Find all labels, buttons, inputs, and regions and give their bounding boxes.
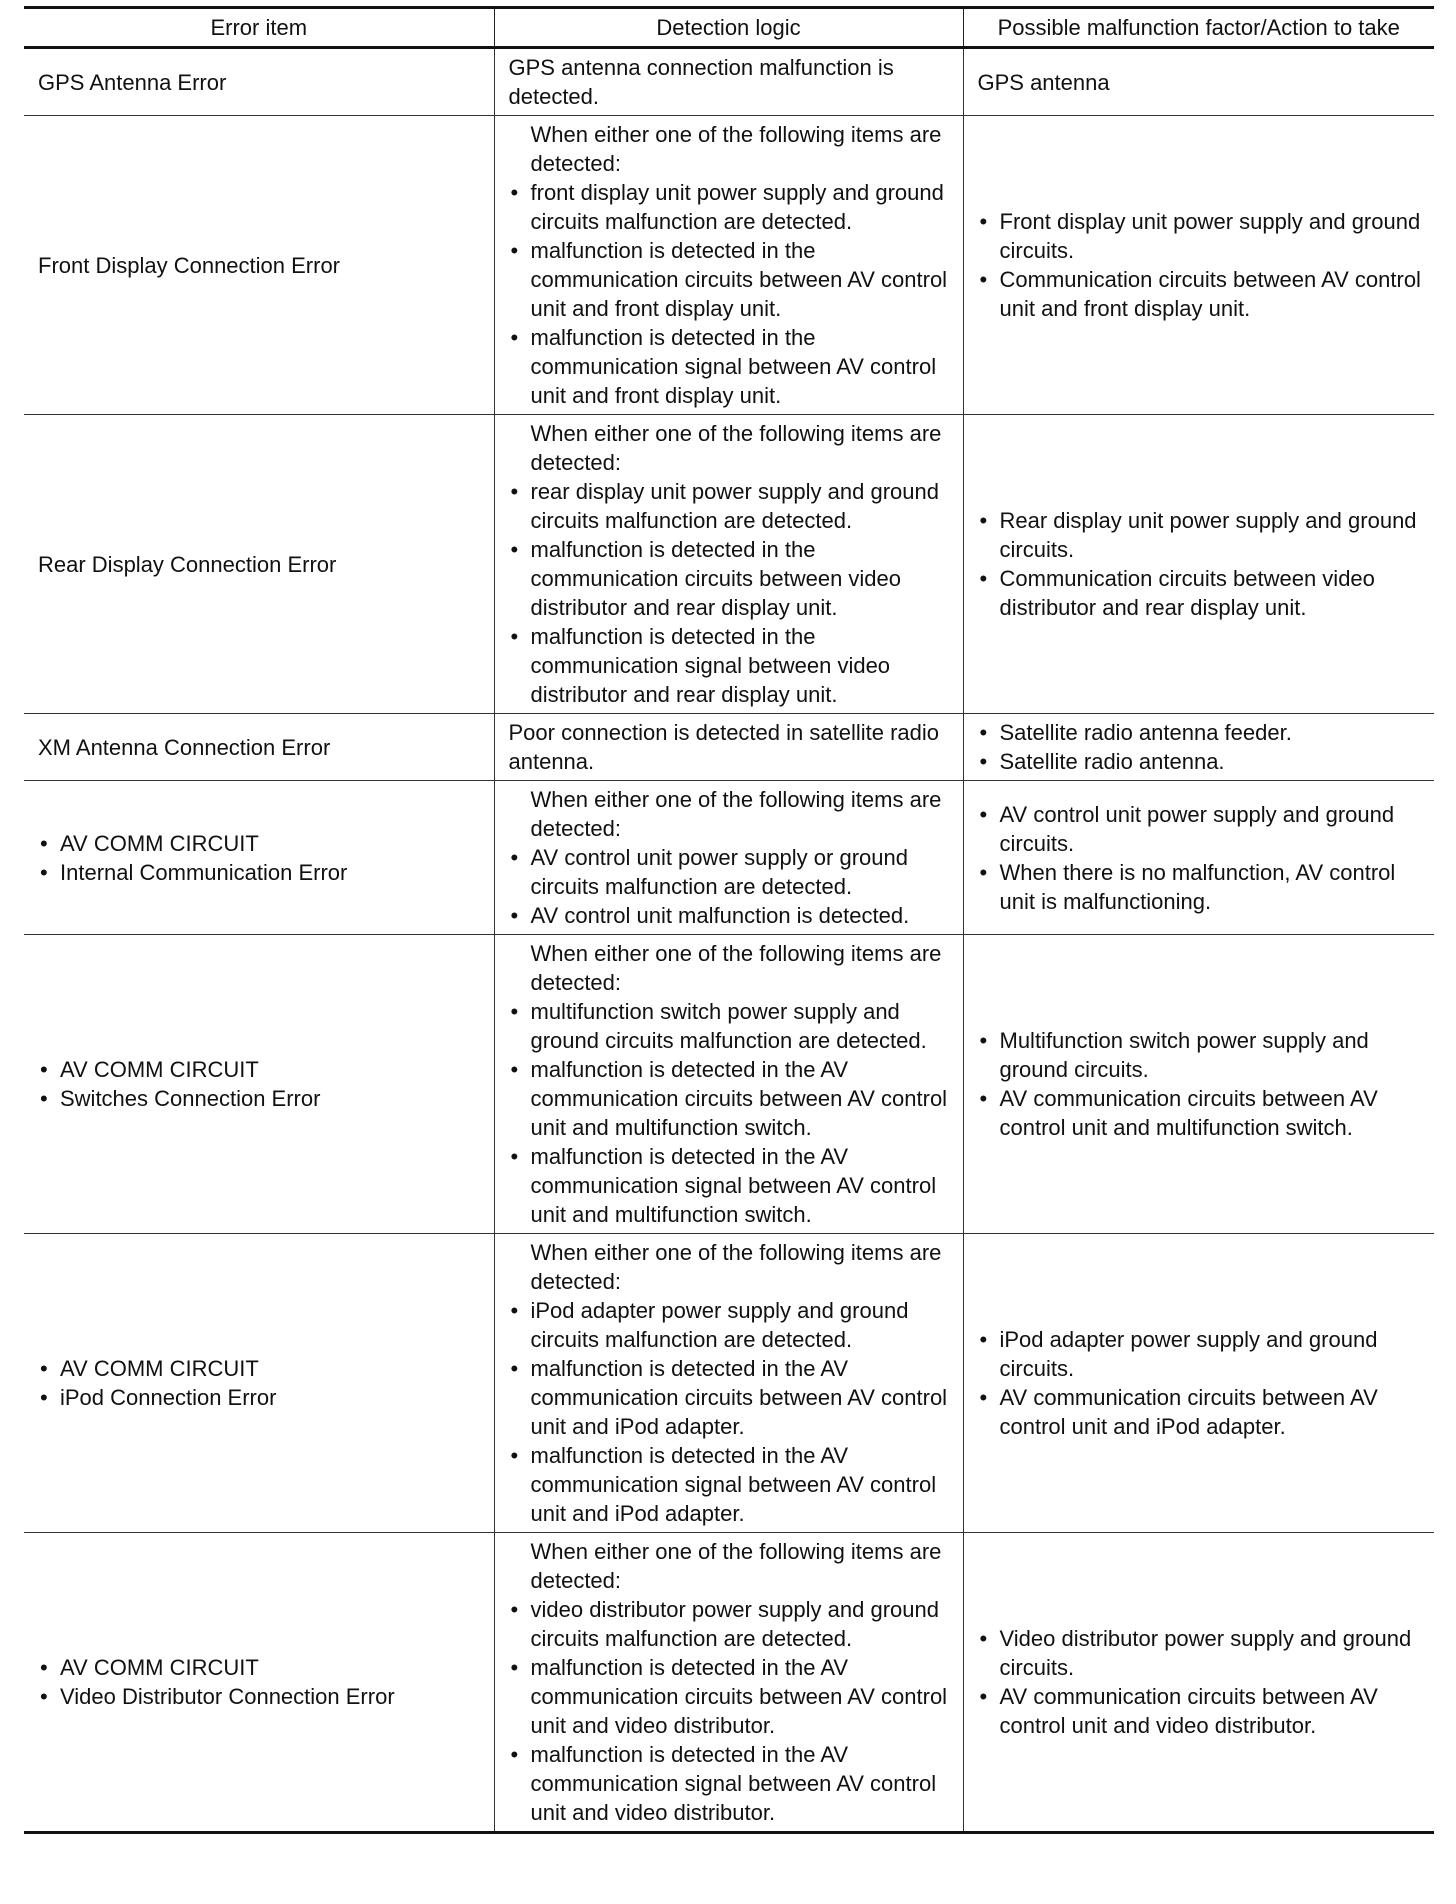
detection-logic-cell [494, 935, 963, 1234]
error-item-bullet: • iPod Connection Error [38, 1383, 484, 1412]
error-item-cell [24, 415, 494, 714]
action-cell [963, 1234, 1434, 1533]
table-row [24, 714, 1434, 781]
detection-logic-item: • malfunction is detected in the communication circuits between video distributor and rear display unit. [509, 535, 953, 622]
error-item-cell [24, 781, 494, 935]
error-item-cell [24, 714, 494, 781]
error-item-text: Front Display Connection Error [38, 252, 341, 278]
detection-logic-item: • malfunction is detected in the AV communication circuits between AV control unit and video distributor. [509, 1653, 953, 1740]
action-list [978, 506, 1425, 622]
detection-logic-item: • malfunction is detected in the communication signal between AV control unit and front display unit. [509, 323, 953, 410]
detection-logic-item: • malfunction is detected in the AV communication circuits between AV control unit and iPod adapter. [509, 1354, 953, 1441]
error-item-cell [24, 48, 494, 116]
error-item-text: XM Antenna Connection Error [38, 734, 331, 760]
action-list [978, 1624, 1425, 1740]
error-item-list [38, 1055, 484, 1113]
table-body [24, 48, 1434, 1833]
table-header [24, 8, 1434, 48]
detection-logic-intro: GPS antenna connection malfunction is detected. [508, 55, 894, 109]
detection-logic-item: • malfunction is detected in the communication signal between video distributor and rear display unit. [509, 622, 953, 709]
detection-logic-item: • iPod adapter power supply and ground circuits malfunction are detected. [509, 1296, 953, 1354]
action-cell [963, 116, 1434, 415]
table-row [24, 1533, 1434, 1833]
detection-logic-list [509, 997, 953, 1229]
detection-logic-cell [494, 415, 963, 714]
action-text: GPS antenna [977, 69, 1110, 95]
detection-logic-cell [494, 1234, 963, 1533]
error-item-bullet: • Internal Communication Error [38, 858, 484, 887]
action-list [978, 1026, 1425, 1142]
detection-logic-item: • AV control unit malfunction is detected. [509, 901, 953, 930]
detection-logic-item: • front display unit power supply and ground circuits malfunction are detected. [509, 178, 953, 236]
header-row [24, 8, 1434, 48]
detection-logic-list [509, 843, 953, 930]
error-item-cell [24, 116, 494, 415]
action-item: • Satellite radio antenna feeder. [978, 718, 1425, 747]
detection-logic-cell [494, 781, 963, 935]
table-row [24, 781, 1434, 935]
detection-logic-cell [494, 1533, 963, 1833]
detection-logic-intro: When either one of the following items are detected: [530, 787, 942, 841]
action-item: • Communication circuits between video distributor and rear display unit. [978, 564, 1425, 622]
detection-logic-list [509, 178, 953, 410]
table-row [24, 935, 1434, 1234]
action-cell [963, 935, 1434, 1234]
action-cell [963, 48, 1434, 116]
action-item: • When there is no malfunction, AV control unit is malfunctioning. [978, 858, 1425, 916]
action-item: • AV communication circuits between AV control unit and video distributor. [978, 1682, 1425, 1740]
error-item-text: GPS Antenna Error [38, 69, 227, 95]
detection-logic-cell [494, 116, 963, 415]
error-item-cell [24, 935, 494, 1234]
action-list [978, 800, 1425, 916]
detection-logic-item: • multifunction switch power supply and ground circuits malfunction are detected. [509, 997, 953, 1055]
action-item: • iPod adapter power supply and ground circuits. [978, 1325, 1425, 1383]
table-row [24, 48, 1434, 116]
detection-logic-cell [494, 48, 963, 116]
error-item-list [38, 1354, 484, 1412]
error-item-bullet: • AV COMM CIRCUIT [38, 1653, 484, 1682]
action-item: • AV control unit power supply and ground circuits. [978, 800, 1425, 858]
detection-logic-list [509, 1296, 953, 1528]
detection-logic-item: • malfunction is detected in the communication circuits between AV control unit and front display unit. [509, 236, 953, 323]
action-item: • Multifunction switch power supply and ground circuits. [978, 1026, 1425, 1084]
detection-logic-item: • rear display unit power supply and ground circuits malfunction are detected. [509, 477, 953, 535]
detection-logic-intro: Poor connection is detected in satellite radio antenna. [508, 720, 939, 774]
table-row [24, 1234, 1434, 1533]
error-item-cell [24, 1234, 494, 1533]
table-row [24, 415, 1434, 714]
detection-logic-item: • video distributor power supply and ground circuits malfunction are detected. [509, 1595, 953, 1653]
action-list [978, 207, 1425, 323]
error-table [24, 6, 1434, 1834]
action-item: • Communication circuits between AV control unit and front display unit. [978, 265, 1425, 323]
detection-logic-intro: When either one of the following items are detected: [530, 941, 942, 995]
detection-logic-cell [494, 714, 963, 781]
detection-logic-intro: When either one of the following items are detected: [530, 1539, 942, 1593]
action-cell [963, 415, 1434, 714]
detection-logic-item: • AV control unit power supply or ground circuits malfunction are detected. [509, 843, 953, 901]
header-detection-logic: Detection logic [494, 8, 963, 48]
error-item-bullet: • Switches Connection Error [38, 1084, 484, 1113]
detection-logic-intro: When either one of the following items are detected: [530, 122, 942, 176]
action-item: • Video distributor power supply and ground circuits. [978, 1624, 1425, 1682]
detection-logic-item: • malfunction is detected in the AV communication circuits between AV control unit and multifunction switch. [509, 1055, 953, 1142]
error-item-list [38, 829, 484, 887]
action-cell [963, 1533, 1434, 1833]
error-item-bullet: • AV COMM CIRCUIT [38, 1055, 484, 1084]
document-page [24, 6, 1434, 1834]
detection-logic-item: • malfunction is detected in the AV communication signal between AV control unit and iPod adapter. [509, 1441, 953, 1528]
table-row [24, 116, 1434, 415]
action-cell [963, 714, 1434, 781]
action-cell [963, 781, 1434, 935]
detection-logic-item: • malfunction is detected in the AV communication signal between AV control unit and video distributor. [509, 1740, 953, 1827]
header-error-item: Error item [24, 8, 494, 48]
action-list [978, 718, 1425, 776]
action-item: • Satellite radio antenna. [978, 747, 1425, 776]
error-item-bullet: • Video Distributor Connection Error [38, 1682, 484, 1711]
action-item: • AV communication circuits between AV control unit and iPod adapter. [978, 1383, 1425, 1441]
detection-logic-intro: When either one of the following items are detected: [530, 421, 942, 475]
detection-logic-list [509, 1595, 953, 1827]
detection-logic-item: • malfunction is detected in the AV communication signal between AV control unit and multifunction switch. [509, 1142, 953, 1229]
detection-logic-intro: When either one of the following items are detected: [530, 1240, 942, 1294]
action-item: • Rear display unit power supply and ground circuits. [978, 506, 1425, 564]
header-action: Possible malfunction factor/Action to take [963, 8, 1434, 48]
action-item: • AV communication circuits between AV control unit and multifunction switch. [978, 1084, 1425, 1142]
error-item-text: Rear Display Connection Error [38, 551, 337, 577]
error-item-bullet: • AV COMM CIRCUIT [38, 829, 484, 858]
action-list [978, 1325, 1425, 1441]
error-item-list [38, 1653, 484, 1711]
detection-logic-list [509, 477, 953, 709]
error-item-bullet: • AV COMM CIRCUIT [38, 1354, 484, 1383]
error-item-cell [24, 1533, 494, 1833]
action-item: • Front display unit power supply and ground circuits. [978, 207, 1425, 265]
